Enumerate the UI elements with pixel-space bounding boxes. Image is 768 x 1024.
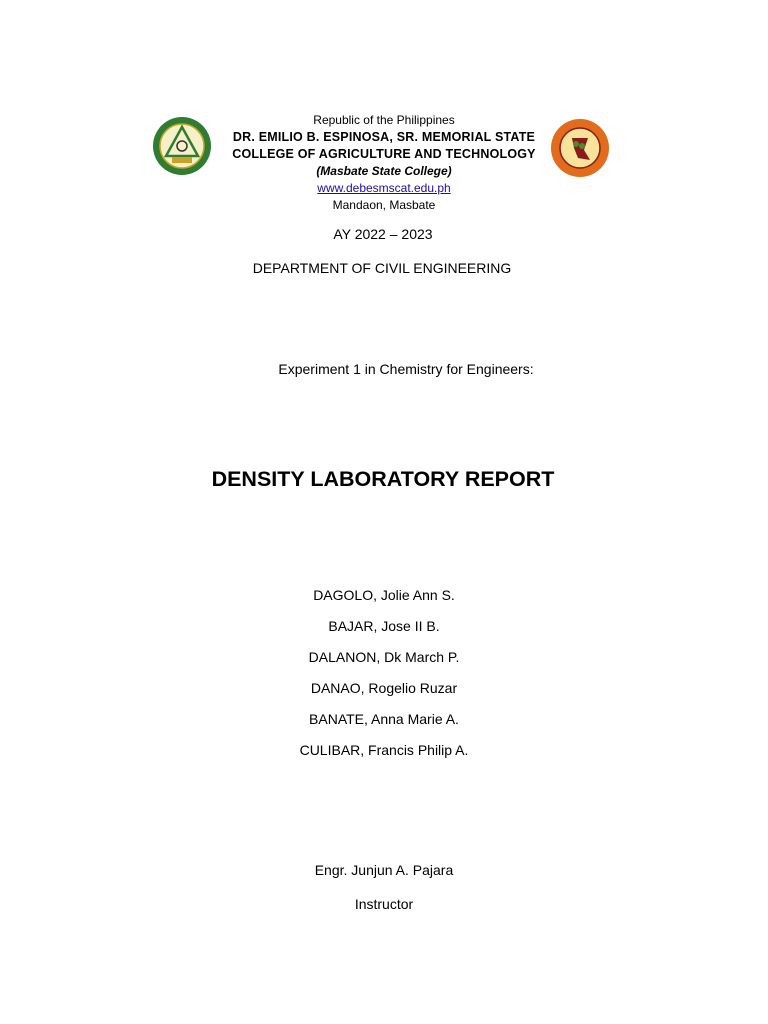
group-members <box>0 580 768 766</box>
college-of-engineering-seal-icon <box>550 118 610 178</box>
letterhead <box>214 112 554 214</box>
member-name: DANAO, Rogelio Ruzar <box>310 680 458 696</box>
report-title: DENSITY LABORATORY REPORT <box>211 467 555 491</box>
academic-year: AY 2022 – 2023 <box>333 226 433 242</box>
school-alias: (Masbate State College) <box>316 164 452 178</box>
member-name: DALANON, Dk March P. <box>308 649 460 665</box>
school-name-line-2: COLLEGE OF AGRICULTURE AND TECHNOLOGY <box>232 147 536 161</box>
member-name: BAJAR, Jose II B. <box>328 618 440 634</box>
college-seal-icon <box>152 116 212 176</box>
website-link[interactable]: www.debesmscat.edu.ph <box>317 181 451 195</box>
member-name: DAGOLO, Jolie Ann S. <box>313 587 455 603</box>
member-name: BANATE, Anna Marie A. <box>309 711 459 727</box>
experiment-line: Experiment 1 in Chemistry for Engineers: <box>278 361 534 377</box>
school-name-line-1: DR. EMILIO B. ESPINOSA, SR. MEMORIAL STATE <box>232 130 536 144</box>
location-line: Mandaon, Masbate <box>332 198 436 212</box>
republic-line: Republic of the Philippines <box>313 113 455 127</box>
instructor-name: Engr. Junjun A. Pajara <box>314 862 454 878</box>
instructor-role: Instructor <box>354 896 414 912</box>
department-name: DEPARTMENT OF CIVIL ENGINEERING <box>252 260 512 276</box>
member-name: CULIBAR, Francis Philip A. <box>299 742 469 758</box>
